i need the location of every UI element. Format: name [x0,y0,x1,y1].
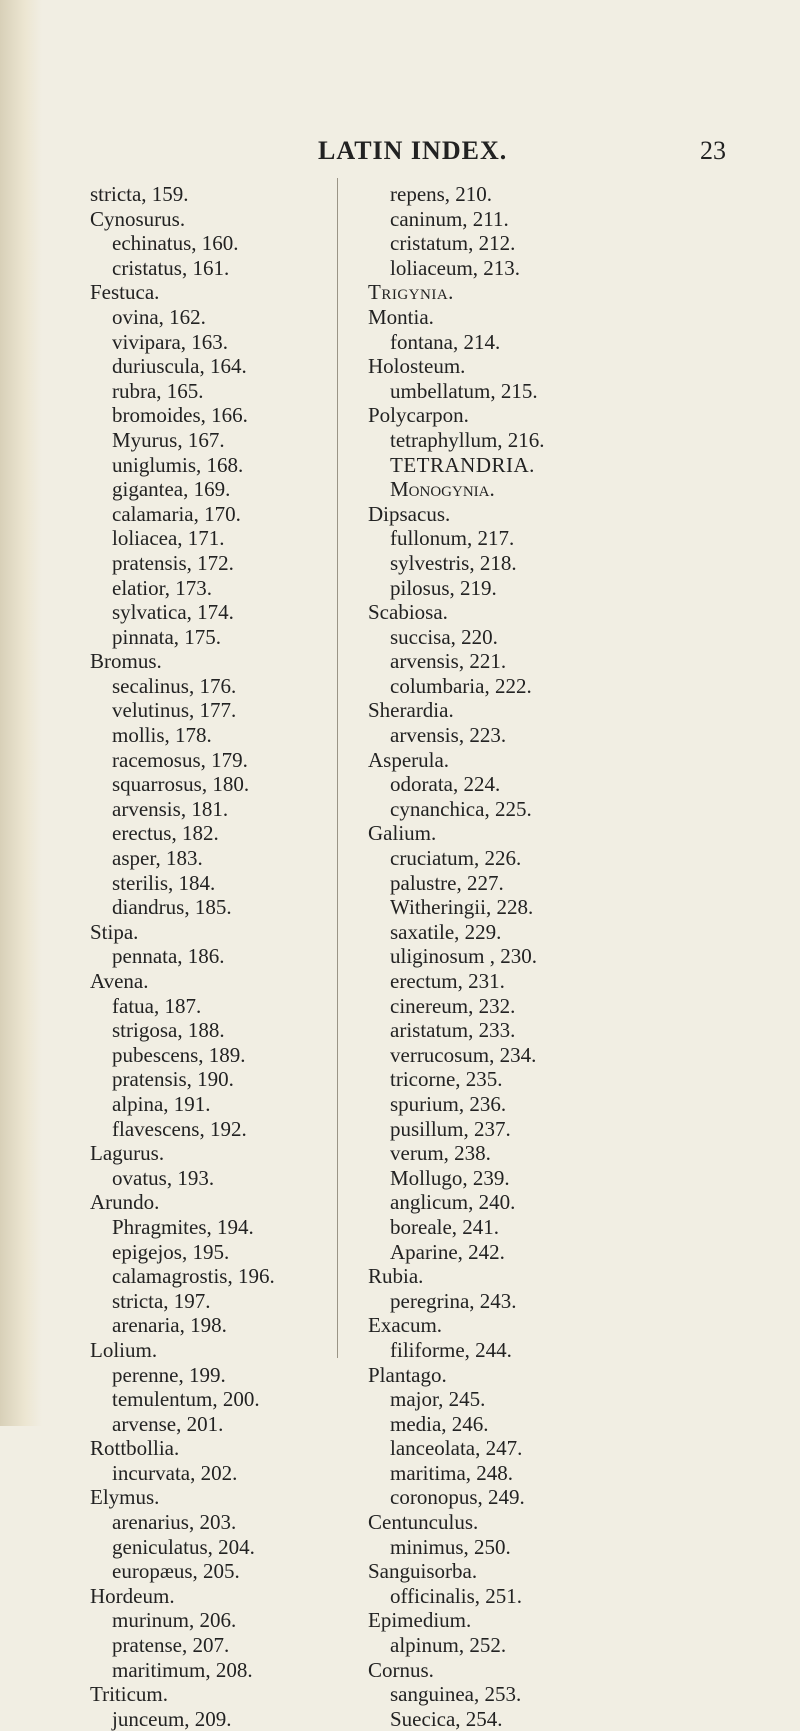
index-entry-species: diandrus, 185. [112,895,232,920]
index-entry-species: loliacea, 171. [112,526,225,551]
index-entry-species: fatua, 187. [112,993,202,1018]
index-entry-genus: Scabiosa. [368,600,448,625]
index-entry-species: pratensis, 172. [112,550,234,575]
index-entry-genus: Sanguisorba. [368,1559,478,1584]
index-entry-species: erectus, 182. [112,821,219,846]
index-entry-species: calamaria, 170. [112,501,241,526]
index-entry-species: geniculatus, 204. [112,1534,255,1559]
index-entry-genus: Sherardia. [368,698,454,723]
index-entry-species: cruciatum, 226. [390,846,522,871]
index-entry-species: palustre, 227. [390,870,504,895]
index-entry-genus: Dipsacus. [368,501,451,526]
index-entry-species: fontana, 214. [390,329,501,354]
index-entry-genus: Arundo. [90,1190,160,1215]
index-entry-species: Aparine, 242. [390,1239,505,1264]
index-entry-species: arenarius, 203. [112,1510,237,1535]
index-entry-species: coronopus, 249. [390,1485,525,1510]
index-entry-species: europæus, 205. [112,1559,240,1584]
index-entry-species: gigantea, 169. [112,477,231,502]
index-entry-genus: Holosteum. [368,354,466,379]
index-entry-genus: Asperula. [368,747,450,772]
index-entry-species: arvensis, 223. [390,723,507,748]
index-entry-order: Monogynia. [390,477,495,502]
index-entry-species: Suecica, 254. [390,1706,503,1731]
index-entry-tagline: Trigynia. [368,280,454,305]
index-entry-species: caninum, 211. [390,206,509,231]
index-entry-species: minimus, 250. [390,1534,511,1559]
column-divider [337,178,338,1358]
index-entry-genus: Cynosurus. [90,206,186,231]
index-entry-species: velutinus, 177. [112,698,237,723]
index-entry-class: TETRANDRIA. [390,452,535,477]
index-column-right [368,182,788,1731]
index-entry-species: filiforme, 244. [390,1337,512,1362]
index-entry-species: erectum, 231. [390,969,505,993]
index-entry-genus: Hordeum. [90,1583,175,1608]
index-entry-species: cristatum, 212. [390,231,516,256]
index-entry-species: racemosus, 179. [112,747,248,772]
index-entry-species: saxatile, 229. [390,919,502,944]
index-entry-species: major, 245. [390,1387,486,1412]
index-entry-species: strigosa, 188. [112,1018,225,1043]
index-entry-species: maritima, 248. [390,1460,514,1485]
index-entry-species: pubescens, 189. [112,1042,246,1067]
index-entry-species: sylvestris, 218. [390,550,517,575]
index-entry-species: media, 246. [390,1411,489,1436]
index-entry-species: junceum, 209. [112,1706,232,1731]
index-entry-species: arvense, 201. [112,1411,224,1436]
index-entry-species: pratensis, 190. [112,1067,234,1092]
index-entry-species: Mollugo, 239. [390,1165,510,1190]
index-entry-species: repens, 210. [390,182,493,206]
index-entry-species: verum, 238. [390,1141,491,1166]
index-entry-genus: Montia. [368,304,434,329]
index-entry-species: peregrina, 243. [390,1288,517,1313]
index-entry-species: sterilis, 184. [112,870,216,895]
index-entry-species: succisa, 220. [390,624,498,649]
index-entry-species: officinalis, 251. [390,1583,523,1608]
index-entry-species: pratense, 207. [112,1633,230,1658]
index-entry-species: pennata, 186. [112,944,225,969]
index-entry-species: tricorne, 235. [390,1067,503,1092]
index-entry-species: epigejos, 195. [112,1239,230,1264]
index-entry-genus: Lagurus. [90,1141,165,1166]
page-number: 23 [700,136,726,165]
index-entry-genus: Rubia. [368,1264,424,1289]
index-entry-species: alpinum, 252. [390,1633,507,1658]
index-entry-species: odorata, 224. [390,772,501,797]
page-edge-shadow [0,0,42,1426]
index-entry-genus: Lolium. [90,1337,158,1362]
index-entry-species: sylvatica, 174. [112,600,234,625]
index-entry-species-top: stricta, 159. [90,182,189,206]
index-entry-genus: Avena. [90,969,149,993]
index-entry-species: ovina, 162. [112,304,206,329]
index-entry-genus: Plantago. [368,1362,447,1387]
index-entry-species: flavescens, 192. [112,1116,247,1141]
page-title: LATIN INDEX. [318,136,508,165]
index-entry-species: sanguinea, 253. [390,1682,522,1707]
index-entry-genus: Bromus. [90,649,162,674]
index-entry-species: tetraphyllum, 216. [390,427,545,452]
index-entry-species: incurvata, 202. [112,1460,238,1485]
index-entry-species: rubra, 165. [112,378,204,403]
index-entry-species: pilosus, 219. [390,575,497,600]
index-entry-genus: Triticum. [90,1682,168,1707]
index-entry-species: uniglumis, 168. [112,452,244,477]
index-entry-species: Witheringii, 228. [390,895,534,920]
index-entry-species: stricta, 197. [112,1288,211,1313]
index-entry-species: columbaria, 222. [390,673,532,698]
index-entry-species: secalinus, 176. [112,673,237,698]
index-entry-species: loliaceum, 213. [390,255,521,280]
index-entry-species: bromoides, 166. [112,403,248,428]
index-entry-species: Myurus, 167. [112,427,225,452]
index-column-left [90,182,330,1731]
index-entry-species: calamagrostis, 196. [112,1264,275,1289]
index-entry-species: arenaria, 198. [112,1313,227,1338]
index-entry-genus: Elymus. [90,1485,160,1510]
index-entry-species: fullonum, 217. [390,526,515,551]
index-entry-genus: Cornus. [368,1657,434,1682]
index-entry-genus: Galium. [368,821,437,846]
index-entry-genus: Exacum. [368,1313,443,1338]
index-entry-species: pusillum, 237. [390,1116,511,1141]
index-entry-species: elatior, 173. [112,575,213,600]
index-entry-species: cristatus, 161. [112,255,230,280]
index-entry-species: Phragmites, 194. [112,1214,254,1239]
index-entry-species: cinereum, 232. [390,993,516,1018]
index-entry-genus: Stipa. [90,919,139,944]
index-entry-species: echinatus, 160. [112,231,239,256]
index-entry-species: lanceolata, 247. [390,1436,523,1461]
index-entry-species: umbellatum, 215. [390,378,538,403]
index-entry-species: squarrosus, 180. [112,772,250,797]
index-entry-species: temulentum, 200. [112,1387,260,1412]
index-entry-species: arvensis, 221. [390,649,507,674]
index-entry-species: vivipara, 163. [112,329,229,354]
index-entry-species: anglicum, 240. [390,1190,516,1215]
index-entry-species: alpina, 191. [112,1091,211,1116]
index-entry-genus: Festuca. [90,280,160,305]
index-entry-species: pinnata, 175. [112,624,222,649]
index-entry-species: duriuscula, 164. [112,354,247,379]
index-entry-species: uliginosum , 230. [390,944,538,969]
index-entry-species: mollis, 178. [112,723,212,748]
index-entry-genus: Polycarpon. [368,403,469,428]
index-entry-species: arvensis, 181. [112,796,229,821]
index-entry-genus: Centunculus. [368,1510,479,1535]
index-entry-species: verrucosum, 234. [390,1042,537,1067]
index-entry-species: aristatum, 233. [390,1018,516,1043]
index-entry-species: murinum, 206. [112,1608,237,1633]
index-entry-species: ovatus, 193. [112,1165,215,1190]
index-entry-species: spurium, 236. [390,1091,507,1116]
page-header [0,136,800,176]
index-entry-species: cynanchica, 225. [390,796,532,821]
index-entry-species: boreale, 241. [390,1214,500,1239]
index-entry-species: perenne, 199. [112,1362,226,1387]
index-entry-species: asper, 183. [112,846,203,871]
index-entry-species: maritimum, 208. [112,1657,253,1682]
index-entry-genus: Epimedium. [368,1608,472,1633]
index-entry-genus: Rottbollia. [90,1436,180,1461]
